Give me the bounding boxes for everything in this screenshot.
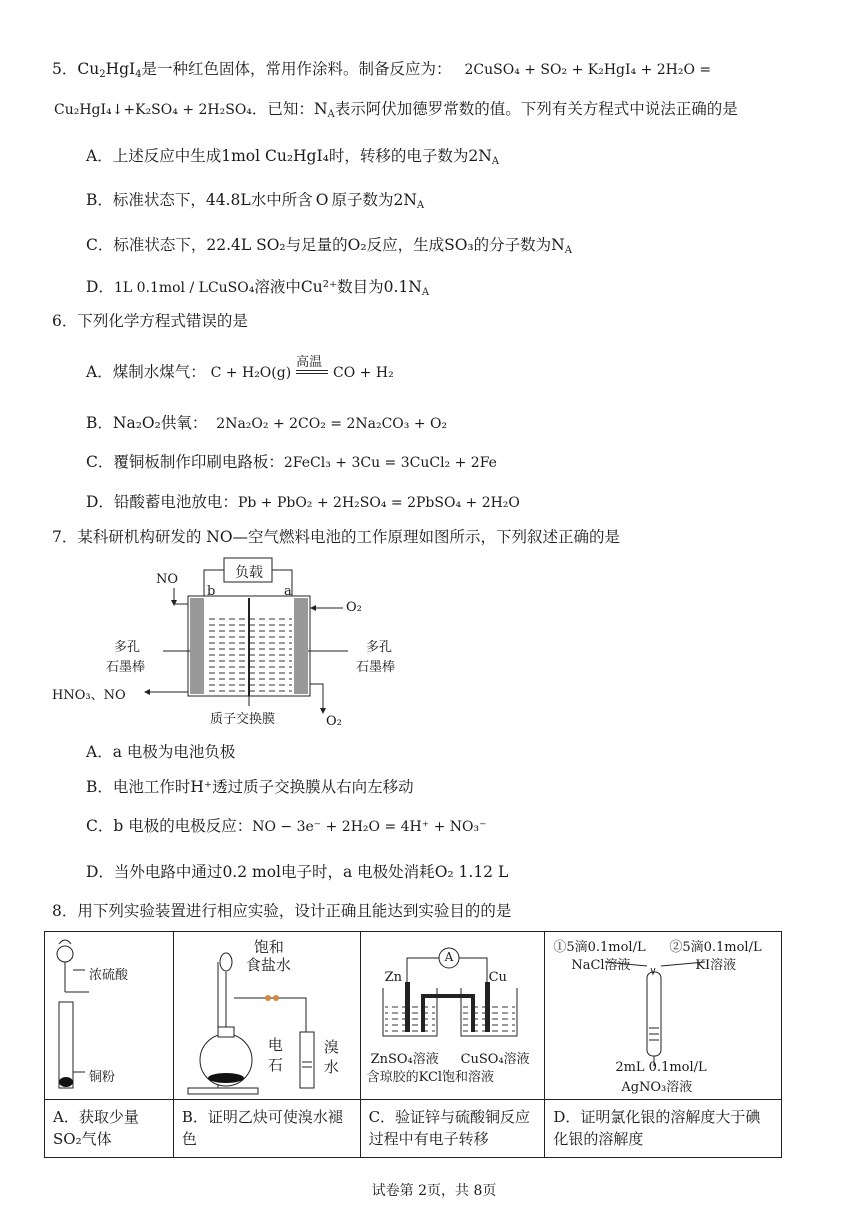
q5-option-formula: O₂ — [347, 236, 367, 254]
label-copper-powder: 铜粉 — [89, 1070, 116, 1085]
caption-a — [45, 1100, 174, 1158]
q5-option-formula: 0.1N — [383, 278, 422, 296]
q7-option-b — [86, 776, 414, 798]
q5-option-a: A．上述反应中生成1mol Cu₂HgI₄时，转移的电子数为$2N_A$ — [86, 147, 499, 167]
q6-option-c — [86, 451, 497, 474]
q6-option-b — [86, 412, 447, 435]
label-cuso4: CuSO₄溶液 — [460, 1052, 530, 1067]
caption-a-text: A．获取少量SO₂气体 — [53, 1108, 139, 1148]
q5-option-text: C．标准状态下， — [86, 236, 207, 254]
q5-option-formula: 2N — [468, 147, 492, 165]
q5-text: ．已知： — [251, 100, 314, 118]
label-znso4: ZnSO₄溶液 — [370, 1052, 439, 1067]
label-concentrated-sulfuric-acid: 浓硫酸 — [89, 968, 129, 983]
caption-d — [545, 1100, 782, 1158]
q7-option-c — [86, 815, 487, 838]
label-salt-bridge: 含琼胶的KCl饱和溶液 — [366, 1070, 495, 1085]
q7-option-formula: H⁺ — [190, 778, 213, 796]
load-label: 负载 — [235, 565, 263, 581]
q7-option-a: A．a 电极为电池负极 — [86, 743, 236, 761]
q7-option-text: 电子时，a 电极处消耗 — [281, 863, 435, 881]
label-saturated: 饱和 — [253, 938, 284, 956]
q6-option-text: 供氧： — [160, 414, 208, 432]
q5-text: 表示阿伏加德罗常数的值。下列有关方程式中说法正确的是 — [334, 100, 738, 118]
q5-formula-part: HgI — [105, 60, 136, 78]
q7-option-formula: NO − 3e⁻ + 2H₂O = 4H⁺ + NO₃⁻ — [252, 819, 487, 835]
q6-option-formula: C + H₂O(g) — [210, 365, 292, 381]
q6-option-d — [86, 491, 520, 514]
q6-option-formula: Pb + PbO₂ + 2H₂SO₄ = 2PbSO₄ + 2H₂O — [237, 495, 520, 511]
q5-option-text: 数目为 — [337, 278, 384, 296]
q5-option-text: B．标准状态下， — [86, 191, 206, 209]
o2-outlet-label: O₂ — [326, 714, 342, 729]
q5-option-text: 溶液中 — [254, 278, 301, 296]
q6-option-text: B．Na₂O₂ — [86, 414, 161, 432]
q5-option-formula: Cu²⁺ — [300, 278, 338, 296]
apparatus-d — [545, 932, 782, 1100]
q6-option-formula: CO + H₂ — [333, 365, 394, 381]
left-electrode-label-1: 多孔 — [114, 640, 141, 655]
membrane-label: 质子交换膜 — [210, 712, 276, 727]
page-footer: 试卷第 2页，共 8页 — [371, 1183, 497, 1199]
no-inlet-label: NO — [156, 572, 179, 587]
q5-option-text: 时，转移的电子数为 — [328, 147, 469, 165]
q6-option-text: C．覆铜板制作印刷电路板： — [86, 453, 284, 471]
label-zn: Zn — [384, 970, 402, 985]
q5-option-text: 与足量的 — [285, 236, 348, 254]
q6-stem: 6．下列化学方程式错误的是 — [52, 312, 248, 330]
q7-option-text: B．电池工作时 — [86, 778, 191, 796]
q7-option-text: C．b 电极的电极反应： — [86, 817, 253, 835]
label-bromine-2: 水 — [323, 1058, 339, 1076]
caption-b — [173, 1100, 360, 1158]
apparatus-b — [173, 932, 360, 1100]
apparatus-c — [360, 932, 545, 1100]
caption-d-text: D．证明氯化银的溶解度大于碘化银的溶解度 — [553, 1108, 761, 1148]
caption-b-text: B．证明乙炔可使溴水褪色 — [181, 1108, 343, 1148]
q7-stem: 7．某科研机构研发的 NO—空气燃料电池的工作原理如图所示，下列叙述正确的是 — [52, 528, 621, 546]
q5-option-d: D．1L 0.1mol / LCuSO₄溶液中Cu²⁺数目为$0.1N_A$ — [86, 278, 430, 298]
apparatus-a — [45, 932, 174, 1100]
label-agno3-volume: 2mL 0.1mol/L — [615, 1060, 707, 1075]
q5-option-formula: N — [551, 236, 565, 254]
q6-option-a — [86, 355, 394, 384]
q5-na: N — [313, 100, 328, 118]
q5-option-formula: 44.8L — [205, 191, 251, 209]
q6-option-text: D．铅酸蓄电池放电： — [86, 493, 238, 511]
q7-option-formula: 0.2 mol — [222, 863, 282, 881]
q6-condition-arrow — [296, 355, 328, 380]
q8-stem: 8．用下列实验装置进行相应实验，设计正确且能达到实验目的的是 — [52, 902, 512, 920]
q5-text: 是一种红色固体，常用作涂料。制备反应为： — [141, 60, 452, 78]
q5-option-text: 反应，生成 — [366, 236, 445, 254]
q5-option-formula: O — [315, 191, 329, 209]
q6-option-text: A．煤制水煤气： — [86, 363, 206, 381]
q5-equation-bottom: Cu₂HgI₄↓+K₂SO₄ + 2H₂SO₄ — [54, 102, 252, 118]
q7-option-text: 透过质子交换膜从右向左移动 — [212, 778, 414, 796]
q7-option-d — [86, 861, 508, 883]
o2-inlet-label: O₂ — [346, 600, 362, 615]
label-bromine-1: 溴 — [323, 1038, 339, 1056]
electrode-a-label: a — [284, 584, 292, 599]
left-electrode-label-2: 石墨棒 — [106, 660, 146, 675]
q5-option-b: B．标准状态下，44.8L水中所含 O 原子数为$2N_A$ — [86, 191, 425, 211]
q5-option-formula: 1L 0.1mol / LCuSO₄ — [113, 280, 255, 296]
q5-option-formula: 22.4L SO₂ — [206, 236, 286, 254]
label-ki-solution: KI溶液 — [695, 958, 737, 973]
q5-option-formula: 2N — [393, 191, 417, 209]
right-electrode-label-2: 石墨棒 — [356, 660, 396, 675]
q6-condition-text: 高温 — [296, 355, 323, 370]
q5-equation-top: 2CuSO₄ + SO₂ + K₂HgI₄ + 2H₂O = — [464, 62, 712, 78]
q5-formula-part: 5．Cu — [52, 60, 100, 78]
q5-option-text: 原子数为 — [331, 191, 394, 209]
q7-option-text: D．当外电路中通过 — [86, 863, 223, 881]
label-carbide-1: 电 — [267, 1036, 283, 1054]
label-brine: 食盐水 — [245, 956, 291, 974]
label-agno3-solution: AgNO₃溶液 — [621, 1080, 693, 1095]
q7-option-formula: O₂ 1.12 L — [434, 863, 509, 881]
label-cu: Cu — [488, 970, 507, 985]
q8-apparatus-table — [44, 931, 782, 1158]
label-carbide-2: 石 — [267, 1056, 283, 1074]
label-nacl-solution: NaCl溶液 — [571, 958, 631, 973]
ammeter-label: A — [444, 950, 454, 964]
q5-option-text: 的分子数为 — [473, 236, 552, 254]
q5-option-formula: 1mol Cu₂HgI₄ — [221, 147, 329, 165]
left-outlet-label: HNO₃、NO — [52, 688, 126, 703]
q5-option-text: D． — [86, 278, 114, 296]
q5-line2: Cu₂HgI₄↓+K₂SO₄ + 2H₂SO₄．已知：$N_A$表示阿伏加德罗常数的值。下列有关方程式中说法正确的是 — [54, 100, 738, 120]
q6-option-formula: 2Na₂O₂ + 2CO₂ = 2Na₂CO₃ + O₂ — [216, 416, 448, 432]
electrode-b-label: b — [207, 584, 216, 599]
caption-c — [360, 1100, 545, 1158]
caption-c-text: C．验证锌与硫酸铜反应过程中有电子转移 — [368, 1108, 531, 1148]
q5-option-formula: SO₃ — [444, 236, 474, 254]
q5-option-text: 水中所含 — [250, 191, 313, 209]
label-nacl-drops: ①5滴0.1mol/L — [553, 940, 646, 955]
q5-option-c: C．标准状态下，22.4L SO₂与足量的O₂反应，生成SO₃的分子数为$N_A$ — [86, 236, 572, 256]
right-electrode-label-1: 多孔 — [366, 640, 393, 655]
q5-line1: 5．$Cu_2HgI_4$是一种红色固体，常用作涂料。制备反应为： 2CuSO₄ + SO₂ + K₂HgI₄ + 2H₂O = — [52, 60, 712, 80]
fuel-cell-diagram — [48, 556, 408, 736]
q5-option-text: A．上述反应中生成 — [86, 147, 222, 165]
label-ki-drops: ②5滴0.1mol/L — [669, 940, 762, 955]
q6-option-formula: 2FeCl₃ + 3Cu = 3CuCl₂ + 2Fe — [283, 455, 497, 471]
